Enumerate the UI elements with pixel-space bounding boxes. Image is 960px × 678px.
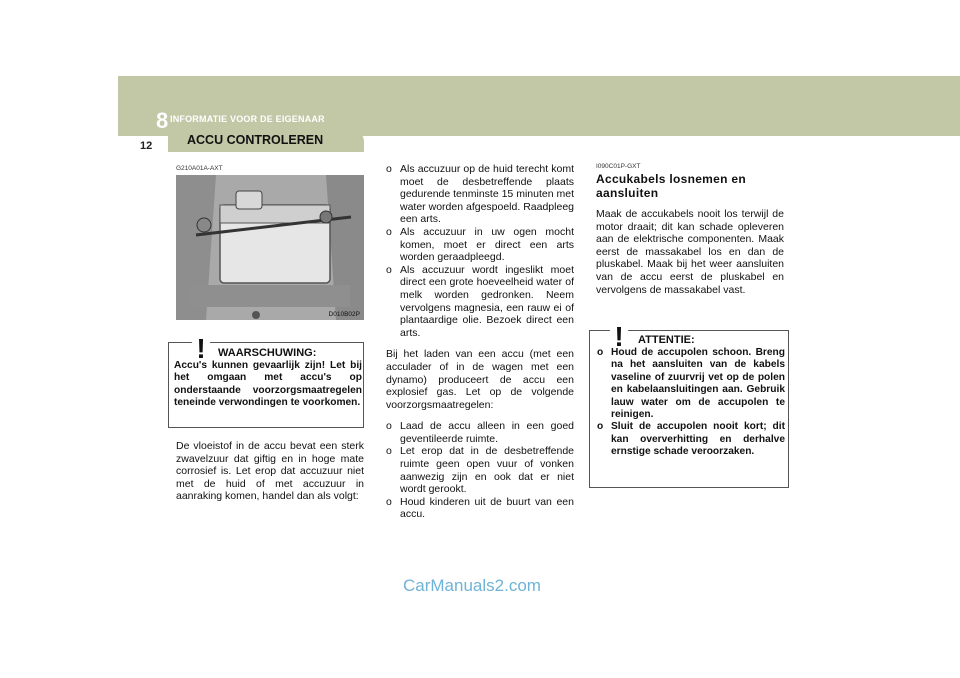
acid-paragraph: De vloeistof in de accu bevat een sterk zwavelzuur dat giftig en in hoge mate corrosief is. Let erop dat accuzuur niet met de huid of met accuzuur in aanraking komen, handel dan als volgt:: [176, 440, 364, 503]
list-item: o Houd kinderen uit de buurt van een accu.: [386, 495, 574, 521]
list-item: o Als accuzuur wordt ingeslikt moet direct een grote hoeveelheid water of melk worden gedronken. Neem vervolgens magnesia, een rauw ei of plantaardige olie. Bezoek direct een arts.: [386, 263, 574, 339]
figure-code: G210A01A-AXT: [176, 165, 223, 172]
warning-text: Accu's kunnen gevaarlijk zijn! Let bij het omgaan met accu's op onderstaande voorzorgsmaatregelen teneinde verwondingen te voorkomen.: [174, 360, 362, 408]
chapter-number: 8: [156, 108, 169, 133]
svg-text:!: !: [196, 333, 206, 363]
chapter-title: INFORMATIE VOOR DE EIGENAAR: [170, 114, 325, 124]
charging-paragraph: Bij het laden van een accu (met een acculader of in de wagen met een dynamo) produceert de accu een explosief gas. Let op de volgende voorzorgsmaatregelen:: [386, 348, 574, 411]
subsection-title: Accukabels losnemen en aansluiten: [596, 172, 746, 200]
attention-text: [597, 347, 785, 459]
list-item: o Als accuzuur in uw ogen mocht komen, moet er direct een arts worden geraadpleegd.: [386, 225, 574, 264]
list-item: o Sluit de accupolen nooit kort; dit kan oververhitting en derhalve ernstige schade veroorzaken.: [597, 421, 785, 458]
battery-illustration: [176, 175, 364, 320]
attention-heading: ATTENTIE:: [638, 334, 695, 346]
middle-column: [386, 163, 574, 521]
section-code: I090C01P-GXT: [596, 163, 641, 170]
section-title: ACCU CONTROLEREN: [187, 133, 324, 147]
warning-heading: WAARSCHUWING:: [218, 347, 317, 359]
svg-text:!: !: [614, 321, 624, 351]
list-item: o Als accuzuur op de huid terecht komt moet de desbetreffende plaats gedurende tenminste 15 minuten met water worden afgespoeld. Raadpleeg een arts.: [386, 163, 574, 226]
charging-precautions-list: [386, 420, 574, 521]
photo-code: D010B02P: [328, 311, 360, 318]
attention-list: [597, 347, 785, 459]
list-item: o Laad de accu alleen in een goed geventileerde ruimte.: [386, 420, 574, 445]
list-item: o Let erop dat in de desbetreffende ruimte geen open vuur of vonken aanwezig zijn en ook dat er niet wordt gerookt.: [386, 445, 574, 496]
watermark-link[interactable]: CarManuals2.com: [403, 576, 541, 595]
cables-paragraph: Maak de accukabels nooit los terwijl de motor draait; dit kan schade opleveren aan de elektrische componenten. Maak eerst de massakabel los en dan de pluskabel. Maak bij het weer aansluiten van de accu eerst de pluskabel en vervolgens de massakabel vast.: [596, 208, 784, 296]
right-column: [596, 163, 784, 296]
header-band: [118, 76, 960, 136]
page-number: 12: [140, 140, 153, 152]
acid-first-aid-list: [386, 163, 574, 339]
battery-photo: [176, 175, 364, 320]
list-item: o Houd de accupolen schoon. Breng na het aansluiten van de kabels vaseline of zuurvrij vet op de polen en kabelaansluitingen aan. Gebruik lauw water om de accupolen te reinigen.: [597, 347, 785, 421]
